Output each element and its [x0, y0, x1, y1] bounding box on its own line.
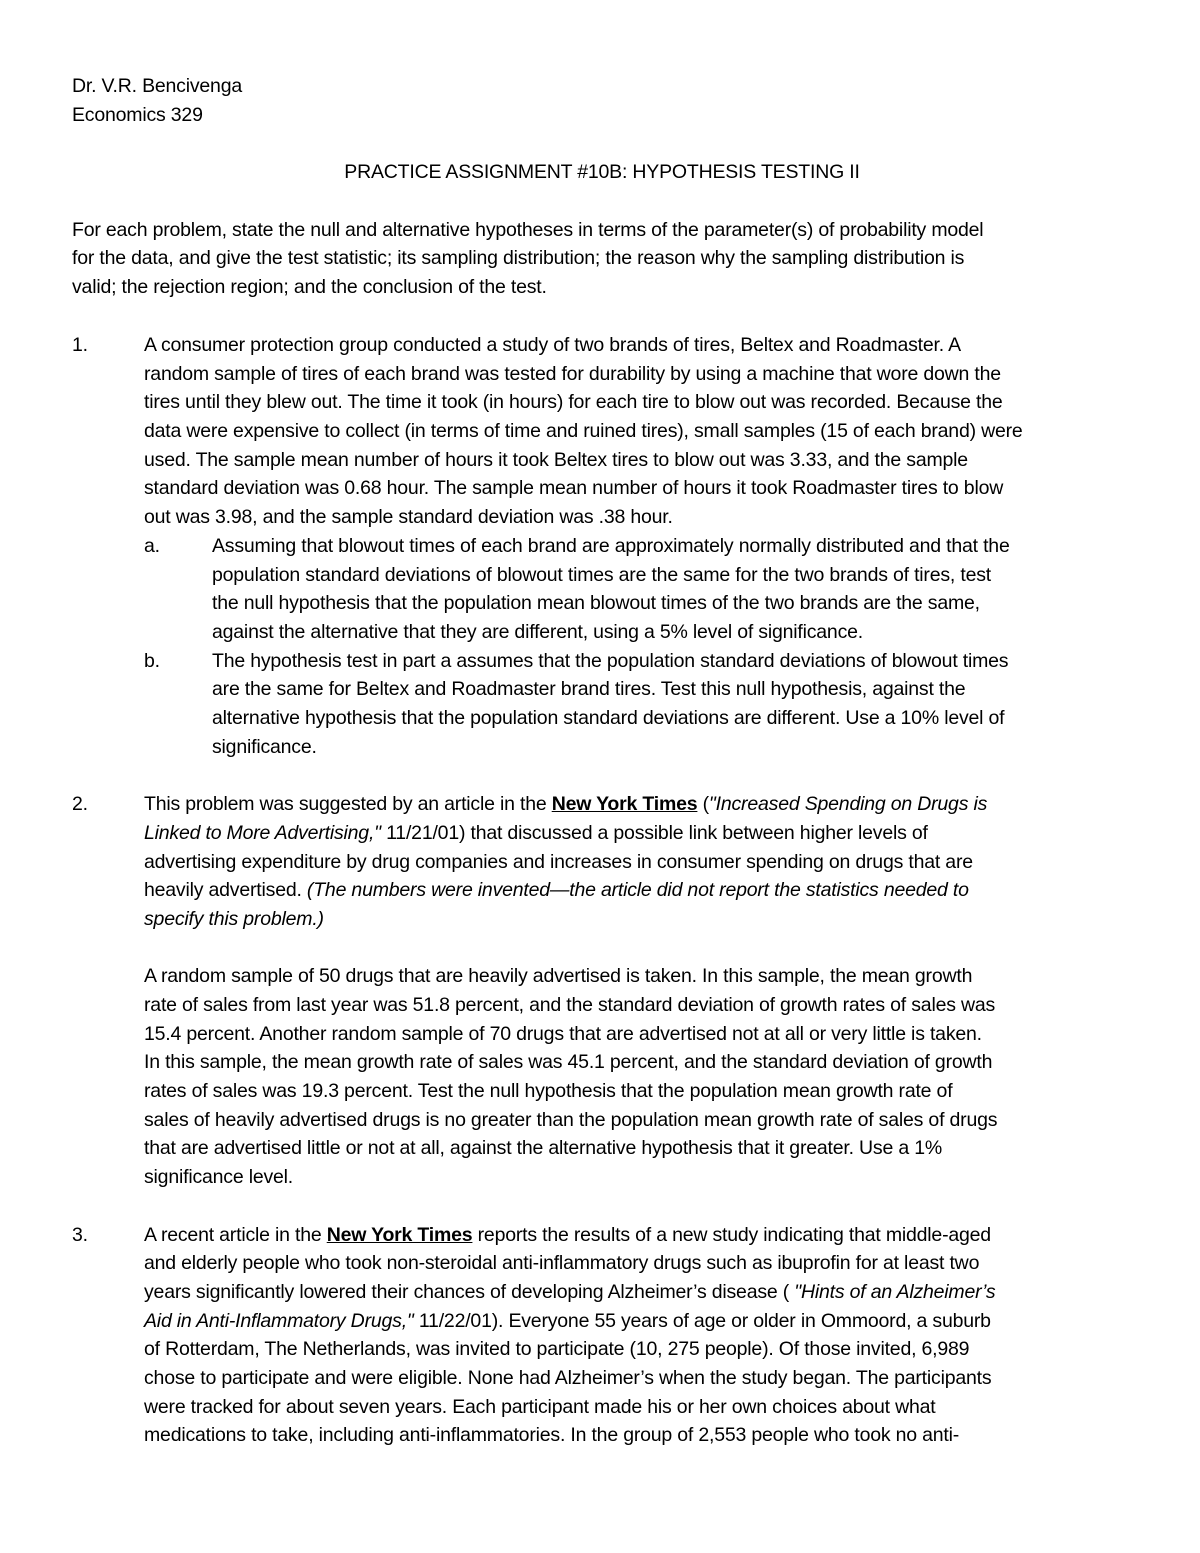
part-b-label: b.	[144, 650, 160, 672]
course-name: Economics 329	[72, 104, 203, 126]
problem-2-line-3: advertising expenditure by drug companies and increases in consumer spending on drugs that are	[144, 851, 973, 873]
problem-3-text: medications to take, including anti-inflammatories. In the group of 2,553 people who took no anti-	[144, 1424, 960, 1446]
article-title: "Hints of an Alzheimer’s	[794, 1281, 996, 1303]
part-a-text: the null hypothesis that the population mean blowout times of the two brands are the same,	[212, 592, 980, 614]
part-b-text: alternative hypothesis that the population standard deviations are different. Use a 10% level of	[212, 707, 1005, 729]
problem-3-number: 3.	[72, 1224, 88, 1246]
part-a-text: population standard deviations of blowout times are the same for the two brands of tires, test	[212, 564, 991, 586]
text: 11/22/01). Everyone 55 years of age or older in Ommoord, a suburb	[413, 1310, 991, 1332]
problem-2-line-5: specify this problem.)	[144, 908, 324, 930]
italic-note: (The numbers were invented—the article did not report the statistics needed to	[306, 879, 969, 901]
part-a-text: against the alternative that they are different, using a 5% level of significance.	[212, 621, 863, 643]
problem-1-text: data were expensive to collect (in terms of time and ruined tires), small samples (15 of each brand) were	[144, 420, 1023, 442]
text: A recent article in the	[144, 1224, 327, 1246]
instructions-line: for the data, and give the test statistic; its sampling distribution; the reason why the sampling distribution is	[72, 247, 965, 269]
problem-1-text: standard deviation was 0.68 hour. The sample mean number of hours it took Roadmaster tires to blow	[144, 477, 1004, 499]
problem-3-text: were tracked for about seven years. Each participant made his or her own choices about what	[144, 1396, 936, 1418]
author-name: Dr. V.R. Bencivenga	[72, 75, 242, 97]
problem-2-para: rate of sales from last year was 51.8 percent, and the standard deviation of growth rates of sales was	[144, 994, 996, 1016]
problem-1-text: out was 3.98, and the sample standard deviation was .38 hour.	[144, 506, 673, 528]
problem-2-para: In this sample, the mean growth rate of sales was 45.1 percent, and the standard deviation of growth	[144, 1051, 993, 1073]
part-a-label: a.	[144, 535, 160, 557]
problem-2-number: 2.	[72, 793, 88, 815]
problem-2-para: rates of sales was 19.3 percent. Test the null hypothesis that the population mean growth rate of	[144, 1080, 953, 1102]
problem-2-para: that are advertised little or not at all, against the alternative hypothesis that it greater. Use a 1%	[144, 1137, 942, 1159]
problem-2-para: A random sample of 50 drugs that are heavily advertised is taken. In this sample, the mean growth	[144, 965, 973, 987]
problem-2-para: sales of heavily advertised drugs is no greater than the population mean growth rate of sales of drugs	[144, 1109, 998, 1131]
problem-3-line-1	[144, 1221, 991, 1250]
problem-2-line-2	[144, 819, 928, 848]
problem-3-text: of Rotterdam, The Netherlands, was invited to participate (10, 275 people). Of those invited, 6,989	[144, 1338, 970, 1360]
problem-1-text: A consumer protection group conducted a study of two brands of tires, Beltex and Roadmaster. A	[144, 334, 961, 356]
problem-2-para: 15.4 percent. Another random sample of 70 drugs that are advertised not at all or very little is taken.	[144, 1023, 982, 1045]
newspaper-title: New York Times	[551, 793, 698, 815]
problem-3-line-4	[144, 1307, 991, 1336]
newspaper-title: New York Times	[326, 1224, 473, 1246]
part-b-text: significance.	[212, 736, 317, 758]
article-title: Linked to More Advertising,"	[144, 822, 381, 844]
problem-1-number: 1.	[72, 334, 88, 356]
problem-2-line-4	[144, 876, 969, 905]
problem-2-line-1	[144, 790, 987, 819]
problem-3-line-2: and elderly people who took non-steroidal anti-inflammatory drugs such as ibuprofin for at least two	[144, 1252, 980, 1274]
part-b-text: The hypothesis test in part a assumes that the population standard deviations of blowout times	[212, 650, 1009, 672]
text: (	[697, 793, 709, 815]
text: heavily advertised.	[144, 879, 307, 901]
article-title: Aid in Anti-Inflammatory Drugs,"	[144, 1310, 414, 1332]
instructions-line: For each problem, state the null and alternative hypotheses in terms of the parameter(s) of probability model	[72, 219, 984, 241]
problem-3-line-3	[144, 1278, 995, 1307]
problem-1-text: random sample of tires of each brand was tested for durability by using a machine that wore down the	[144, 363, 1001, 385]
text: This problem was suggested by an article in the	[144, 793, 552, 815]
article-title: "Increased Spending on Drugs is	[708, 793, 988, 815]
problem-2-para: significance level.	[144, 1166, 294, 1188]
text: 11/21/01) that discussed a possible link between higher levels of	[380, 822, 928, 844]
part-a-text: Assuming that blowout times of each brand are approximately normally distributed and that the	[212, 535, 1010, 557]
text: years significantly lowered their chances of developing Alzheimer’s disease (	[144, 1281, 795, 1303]
page-title: PRACTICE ASSIGNMENT #10B: HYPOTHESIS TESTING II	[344, 161, 860, 183]
instructions-line: valid; the rejection region; and the conclusion of the test.	[72, 276, 547, 298]
part-b-text: are the same for Beltex and Roadmaster brand tires. Test this null hypothesis, against the	[212, 678, 966, 700]
text: reports the results of a new study indicating that middle-aged	[472, 1224, 991, 1246]
problem-1-text: tires until they blew out. The time it took (in hours) for each tire to blow out was recorded. Because the	[144, 391, 1003, 413]
problem-3-text: chose to participate and were eligible. None had Alzheimer’s when the study began. The participants	[144, 1367, 992, 1389]
problem-1-text: used. The sample mean number of hours it took Beltex tires to blow out was 3.33, and the sample	[144, 449, 968, 471]
